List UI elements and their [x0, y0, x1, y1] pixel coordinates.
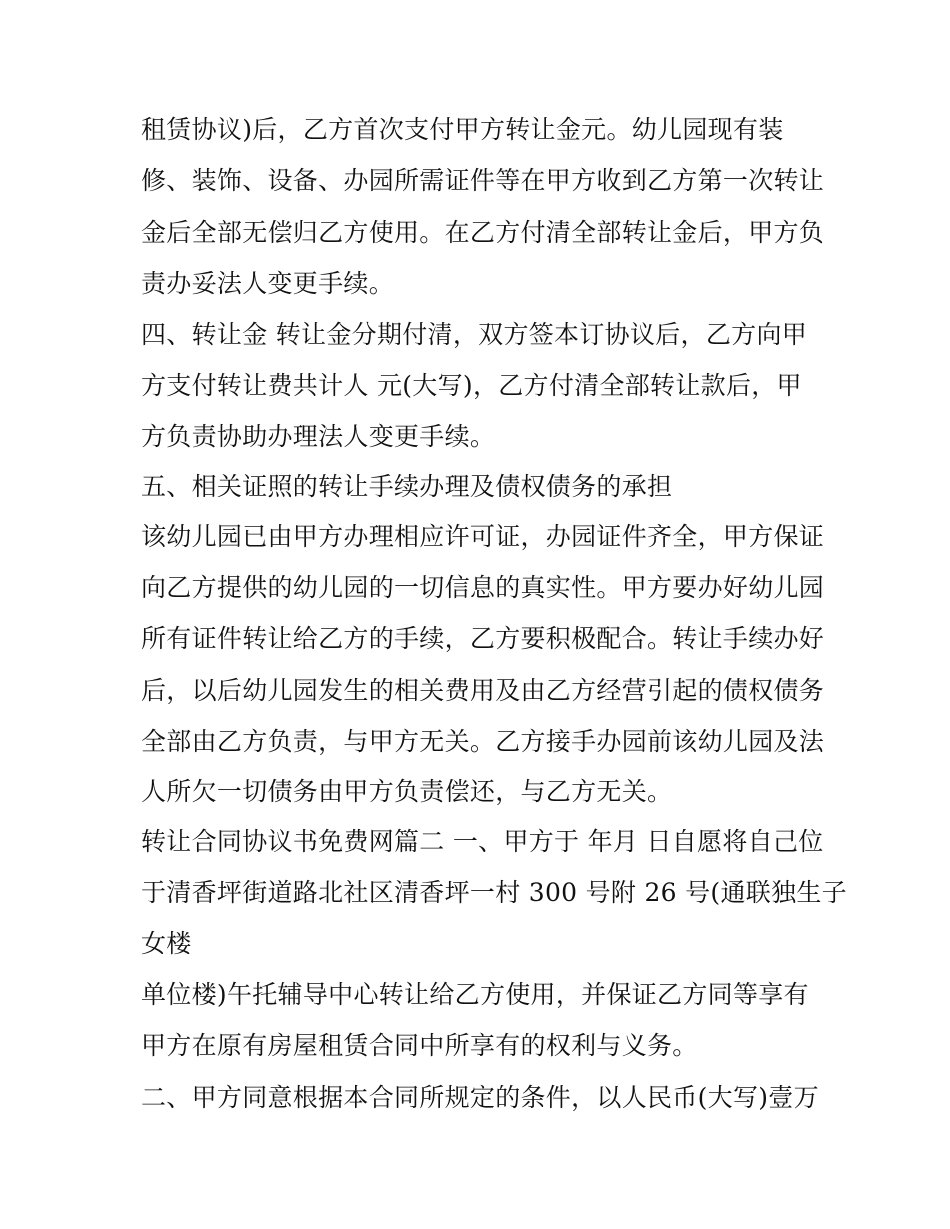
text-line: 租赁协议)后，乙方首次支付甲方转让金元。幼儿园现有装: [141, 115, 784, 144]
text-line: 女楼: [141, 929, 192, 958]
text-line: 甲方在原有房屋租赁合同中所享有的权利与义务。: [141, 1031, 698, 1060]
text-line: 修、装饰、设备、办园所需证件等在甲方收到乙方第一次转让: [141, 166, 825, 195]
text-line: 该幼儿园已由甲方办理相应许可证，办园证件齐全，甲方保证: [141, 522, 825, 551]
text-line: 责办妥法人变更手续。: [141, 269, 395, 298]
text-line: 全部由乙方负责，与甲方无关。乙方接手办园前该幼儿园及法: [141, 727, 825, 756]
text-line: 金后全部无偿归乙方使用。在乙方付清全部转让金后，甲方负: [141, 218, 825, 247]
text-line: 后，以后幼儿园发生的相关费用及由乙方经营引起的债权债务: [141, 676, 825, 705]
text-line: 单位楼)午托辅导中心转让给乙方使用，并保证乙方同等享有: [141, 980, 809, 1009]
text-line: 转让合同协议书免费网篇二 一、甲方于 年月 日自愿将自己位: [141, 827, 824, 856]
text-line: 方支付转让费共计人 元(大写)，乙方付清全部转让款后，甲: [141, 371, 802, 400]
text-line: 于清香坪街道路北社区清香坪一村 300 号附 26 号(通联独生子: [141, 878, 847, 907]
section-heading: 五、相关证照的转让手续办理及债权债务的承担: [141, 472, 673, 501]
text-line: 方负责协助办理法人变更手续。: [141, 422, 496, 451]
text-line: 四、转让金 转让金分期付清，双方签本订协议后，乙方向甲: [141, 320, 808, 349]
text-line: 二、甲方同意根据本合同所规定的条件，以人民币(大写)壹万: [141, 1083, 819, 1112]
text-line: 向乙方提供的幼儿园的一切信息的真实性。甲方要办好幼儿园: [141, 573, 825, 602]
text-line: 所有证件转让给乙方的手续，乙方要积极配合。转让手续办好: [141, 624, 825, 653]
text-line: 人所欠一切债务由甲方负责偿还，与乙方无关。: [141, 777, 673, 806]
